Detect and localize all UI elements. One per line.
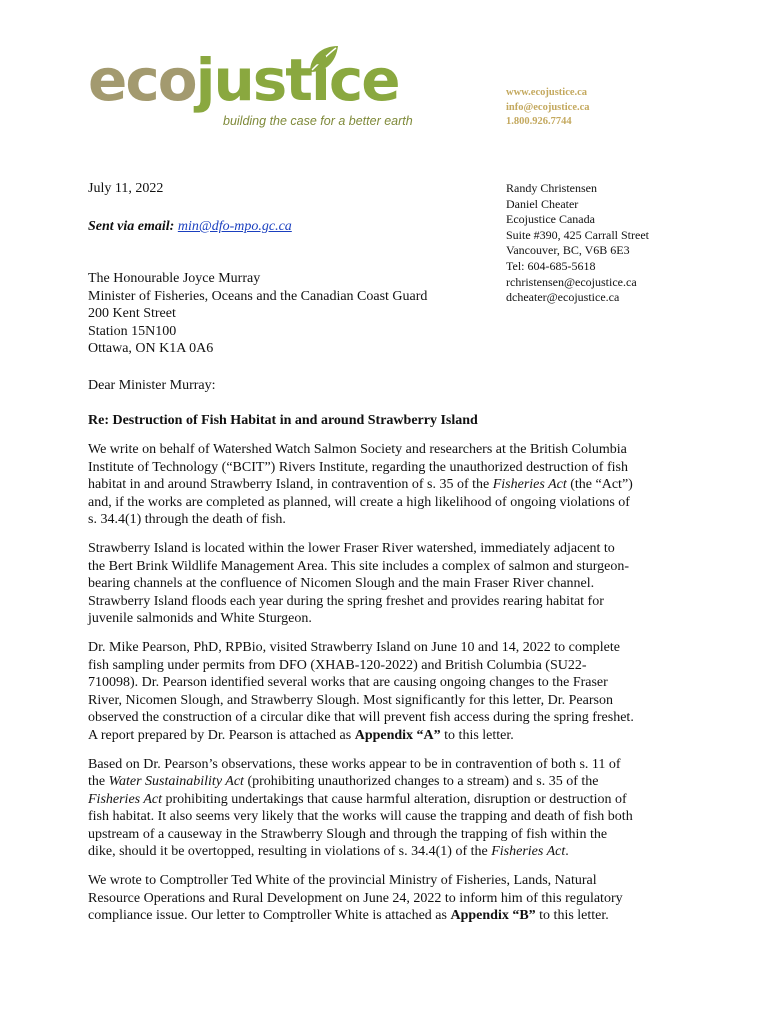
text-line [88,843,688,861]
recipient-line: Station 15N100 [88,323,177,339]
ecojustice-logo [88,42,418,132]
act-title: Fisheries Act [88,791,163,807]
text-line: Dr. Mike Pearson, PhD, RPBio, visited Strawberry Island on June 10 and 14, 2022 to complete [88,639,620,655]
text-line: 710098). Dr. Pearson identified several works that are causing ongoing changes to the Fraser [88,675,608,691]
text-run: habitat in and around Strawberry Island, in contravention of s. 35 of the [88,477,493,493]
text-line [88,476,688,494]
sender-line: Randy Christensen [506,181,597,195]
text-line: Based on Dr. Pearson’s observations, these works appear to be in contravention of both s. 11 of [88,756,621,772]
appendix-a-reference: Appendix “A” [354,727,441,743]
organization-contact [506,86,590,130]
text-line: Strawberry Island floods each year during the spring freshet and provides rearing habitat for [88,593,604,609]
text-run: (prohibiting unauthorized changes to a stream) and s. 35 of the [243,774,599,790]
recipient-line: Ottawa, ON K1A 0A6 [88,341,214,357]
text-line [88,907,688,925]
sender-line: Daniel Cheater [506,196,579,211]
act-title: Fisheries Act [491,844,566,860]
letter-date: July 11, 2022 [88,181,164,196]
text-line: s. 34.4(1) through the death of fish. [88,512,286,528]
paragraph-1 [88,441,688,529]
logo-word-eco: eco [88,46,196,114]
logo-word-justice: justice [195,46,399,114]
logo-wordmark [88,48,399,112]
text-run: the [88,774,109,790]
text-line: River, Nicomen Slough, and Strawberry Slough. Most significantly for this letter, Dr. Pearson [88,692,613,708]
sent-label: Sent via email: [88,219,175,234]
sender-email[interactable]: dcheater@ecojustice.ca [506,290,620,305]
sent-via-email [88,219,292,235]
letter-body [88,441,688,936]
info-email-link[interactable]: info@ecojustice.ca [506,101,590,113]
text-run: to this letter. [535,908,609,924]
act-title: Water Sustainability Act [108,774,244,790]
paragraph-5 [88,872,688,925]
text-line: We wrote to Comptroller Ted White of the provincial Ministry of Fisheries, Lands, Natural [88,873,597,889]
appendix-b-reference: Appendix “B” [450,908,536,924]
text-line: fish habitat. It also seems very likely that the works will cause the trapping and death of fish both [88,809,633,825]
paragraph-2 [88,540,688,628]
paragraph-4 [88,756,688,862]
text-run: A report prepared by Dr. Pearson is attached as [88,727,355,743]
text-line [88,773,688,791]
paragraph-3 [88,639,688,745]
text-run: . [565,844,569,860]
sender-email[interactable]: rchristensen@ecojustice.ca [506,274,637,289]
text-line: upstream of a causeway in the Strawberry Slough and through the trapping of fish within the [88,826,608,842]
recipient-line: 200 Kent Street [88,306,176,322]
text-line: Strawberry Island is located within the lower Fraser River watershed, immediately adjacent to [88,540,615,556]
phone-number: 1.800.926.7744 [506,116,572,127]
text-run: prohibiting undertakings that cause harmful alteration, disruption or destruction of [162,791,627,807]
salutation: Dear Minister Murray: [88,378,216,393]
text-run: to this letter. [440,727,514,743]
text-run: compliance issue. Our letter to Comptroller White is attached as [88,908,451,924]
text-run: (the “Act”) [566,477,633,493]
act-title: Fisheries Act [492,477,567,493]
text-line [88,791,688,809]
subject-line: Re: Destruction of Fish Habitat in and around Strawberry Island [88,413,478,428]
sender-block [506,181,649,306]
text-line: and, if the works are completed as planned, will create a high likelihood of ongoing violations of [88,494,630,510]
text-line: the Bert Brink Wildlife Management Area. This site includes a complex of salmon and sturgeon- [88,558,630,574]
text-line: Institute of Technology (“BCIT”) Rivers Institute, regarding the unauthorized destruction of fish [88,459,628,475]
text-line: bearing channels at the confluence of Nicomen Slough and the main Fraser River channel. [88,576,595,592]
sender-line: Tel: 604-685-5618 [506,258,596,273]
text-line: observed the construction of a circular dike that will prevent fish access during the spring freshet. [88,710,634,726]
recipient-line: The Honourable Joyce Murray [88,271,261,286]
sender-line: Suite #390, 425 Carrall Street [506,227,649,242]
sender-line: Ecojustice Canada [506,212,595,227]
recipient-email-link[interactable]: min@dfo-mpo.gc.ca [177,219,292,234]
text-line [88,727,688,745]
text-line: juvenile salmonids and White Sturgeon. [88,611,312,627]
recipient-address [88,270,427,358]
text-line: Resource Operations and Rural Development on June 24, 2022 to inform him of this regulatory [88,890,623,906]
recipient-line: Minister of Fisheries, Oceans and the Canadian Coast Guard [88,288,428,304]
website-link[interactable]: www.ecojustice.ca [506,87,588,98]
sender-line: Vancouver, BC, V6B 6E3 [506,243,630,258]
text-line: We write on behalf of Watershed Watch Salmon Society and researchers at the British Columbia [88,442,627,457]
text-run: dike, should it be overtopped, resulting in violations of s. 34.4(1) of the [88,844,492,860]
text-line: fish sampling under permits from DFO (XHAB-120-2022) and British Columbia (SU22- [88,657,587,673]
logo-tagline: building the case for a better earth [223,114,413,128]
